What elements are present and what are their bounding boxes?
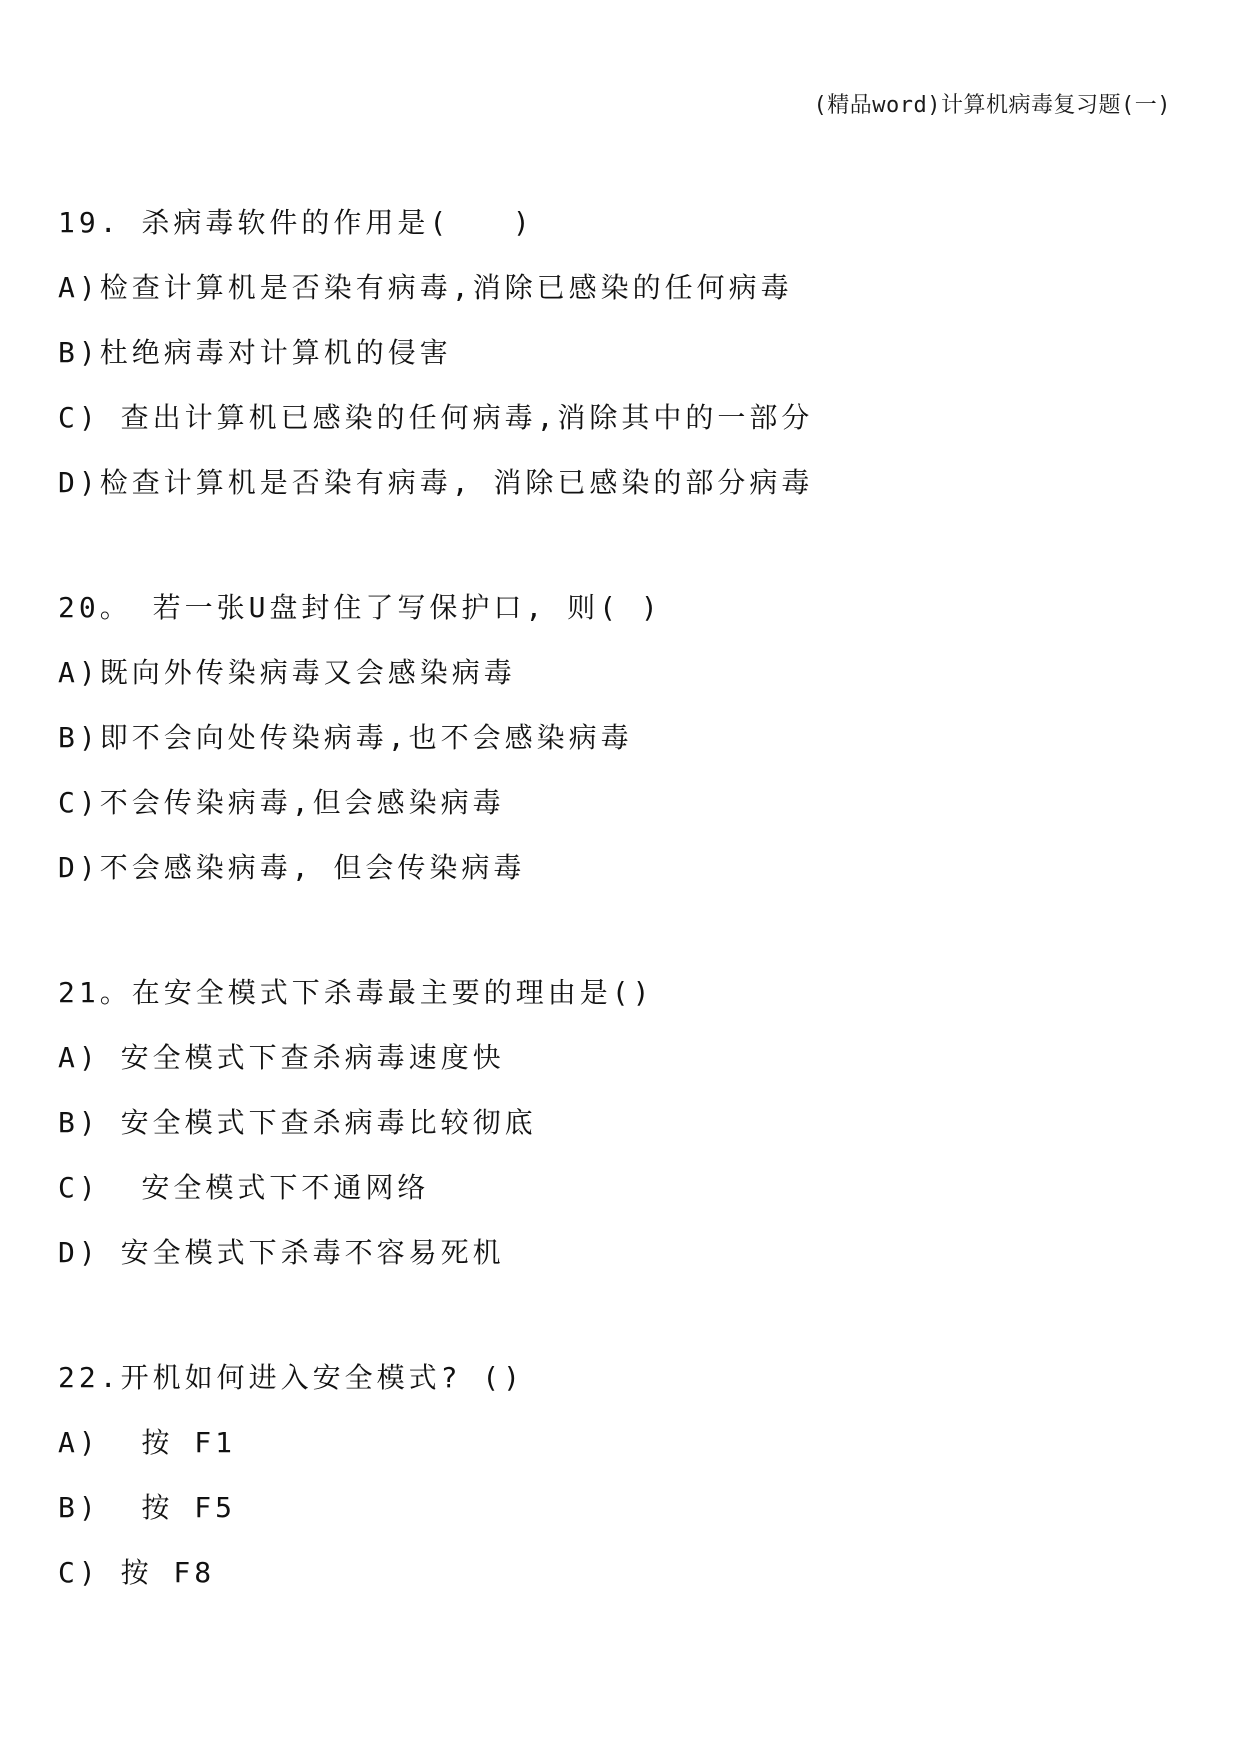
option-c: C) 查出计算机已感染的任何病毒,消除其中的一部分 <box>58 401 814 434</box>
option-d: D) 安全模式下杀毒不容易死机 <box>58 1236 505 1269</box>
question-20 <box>58 575 1178 900</box>
option-a: A) 按 F1 <box>58 1426 237 1459</box>
option-b: B)即不会向处传染病毒,也不会感染病毒 <box>58 721 633 754</box>
question-stem: 20。 若一张U盘封住了写保护口, 则( ) <box>58 591 662 624</box>
option-d: D)不会感染病毒, 但会传染病毒 <box>58 851 526 884</box>
option-c: C) 安全模式下不通网络 <box>58 1171 430 1204</box>
option-c: C) 按 F8 <box>58 1556 216 1589</box>
page-header: (精品word)计算机病毒复习题(一) <box>813 93 1171 118</box>
option-c: C)不会传染病毒,但会感染病毒 <box>58 786 505 819</box>
question-19 <box>58 190 1178 515</box>
question-stem: 21。在安全模式下杀毒最主要的理由是() <box>58 976 654 1009</box>
question-21 <box>58 960 1178 1285</box>
option-b: B) 按 F5 <box>58 1491 237 1524</box>
option-b: B) 安全模式下查杀病毒比较彻底 <box>58 1106 537 1139</box>
option-d: D)检查计算机是否染有病毒, 消除已感染的部分病毒 <box>58 466 814 499</box>
option-a: A)既向外传染病毒又会感染病毒 <box>58 656 516 689</box>
question-stem: 19. 杀病毒软件的作用是( ) <box>58 206 534 239</box>
option-a: A)检查计算机是否染有病毒,消除已感染的任何病毒 <box>58 271 793 304</box>
question-22 <box>58 1345 1178 1605</box>
question-list <box>58 190 1178 1665</box>
option-a: A) 安全模式下查杀病毒速度快 <box>58 1041 505 1074</box>
question-stem: 22.开机如何进入安全模式? () <box>58 1361 525 1394</box>
option-b: B)杜绝病毒对计算机的侵害 <box>58 336 452 369</box>
